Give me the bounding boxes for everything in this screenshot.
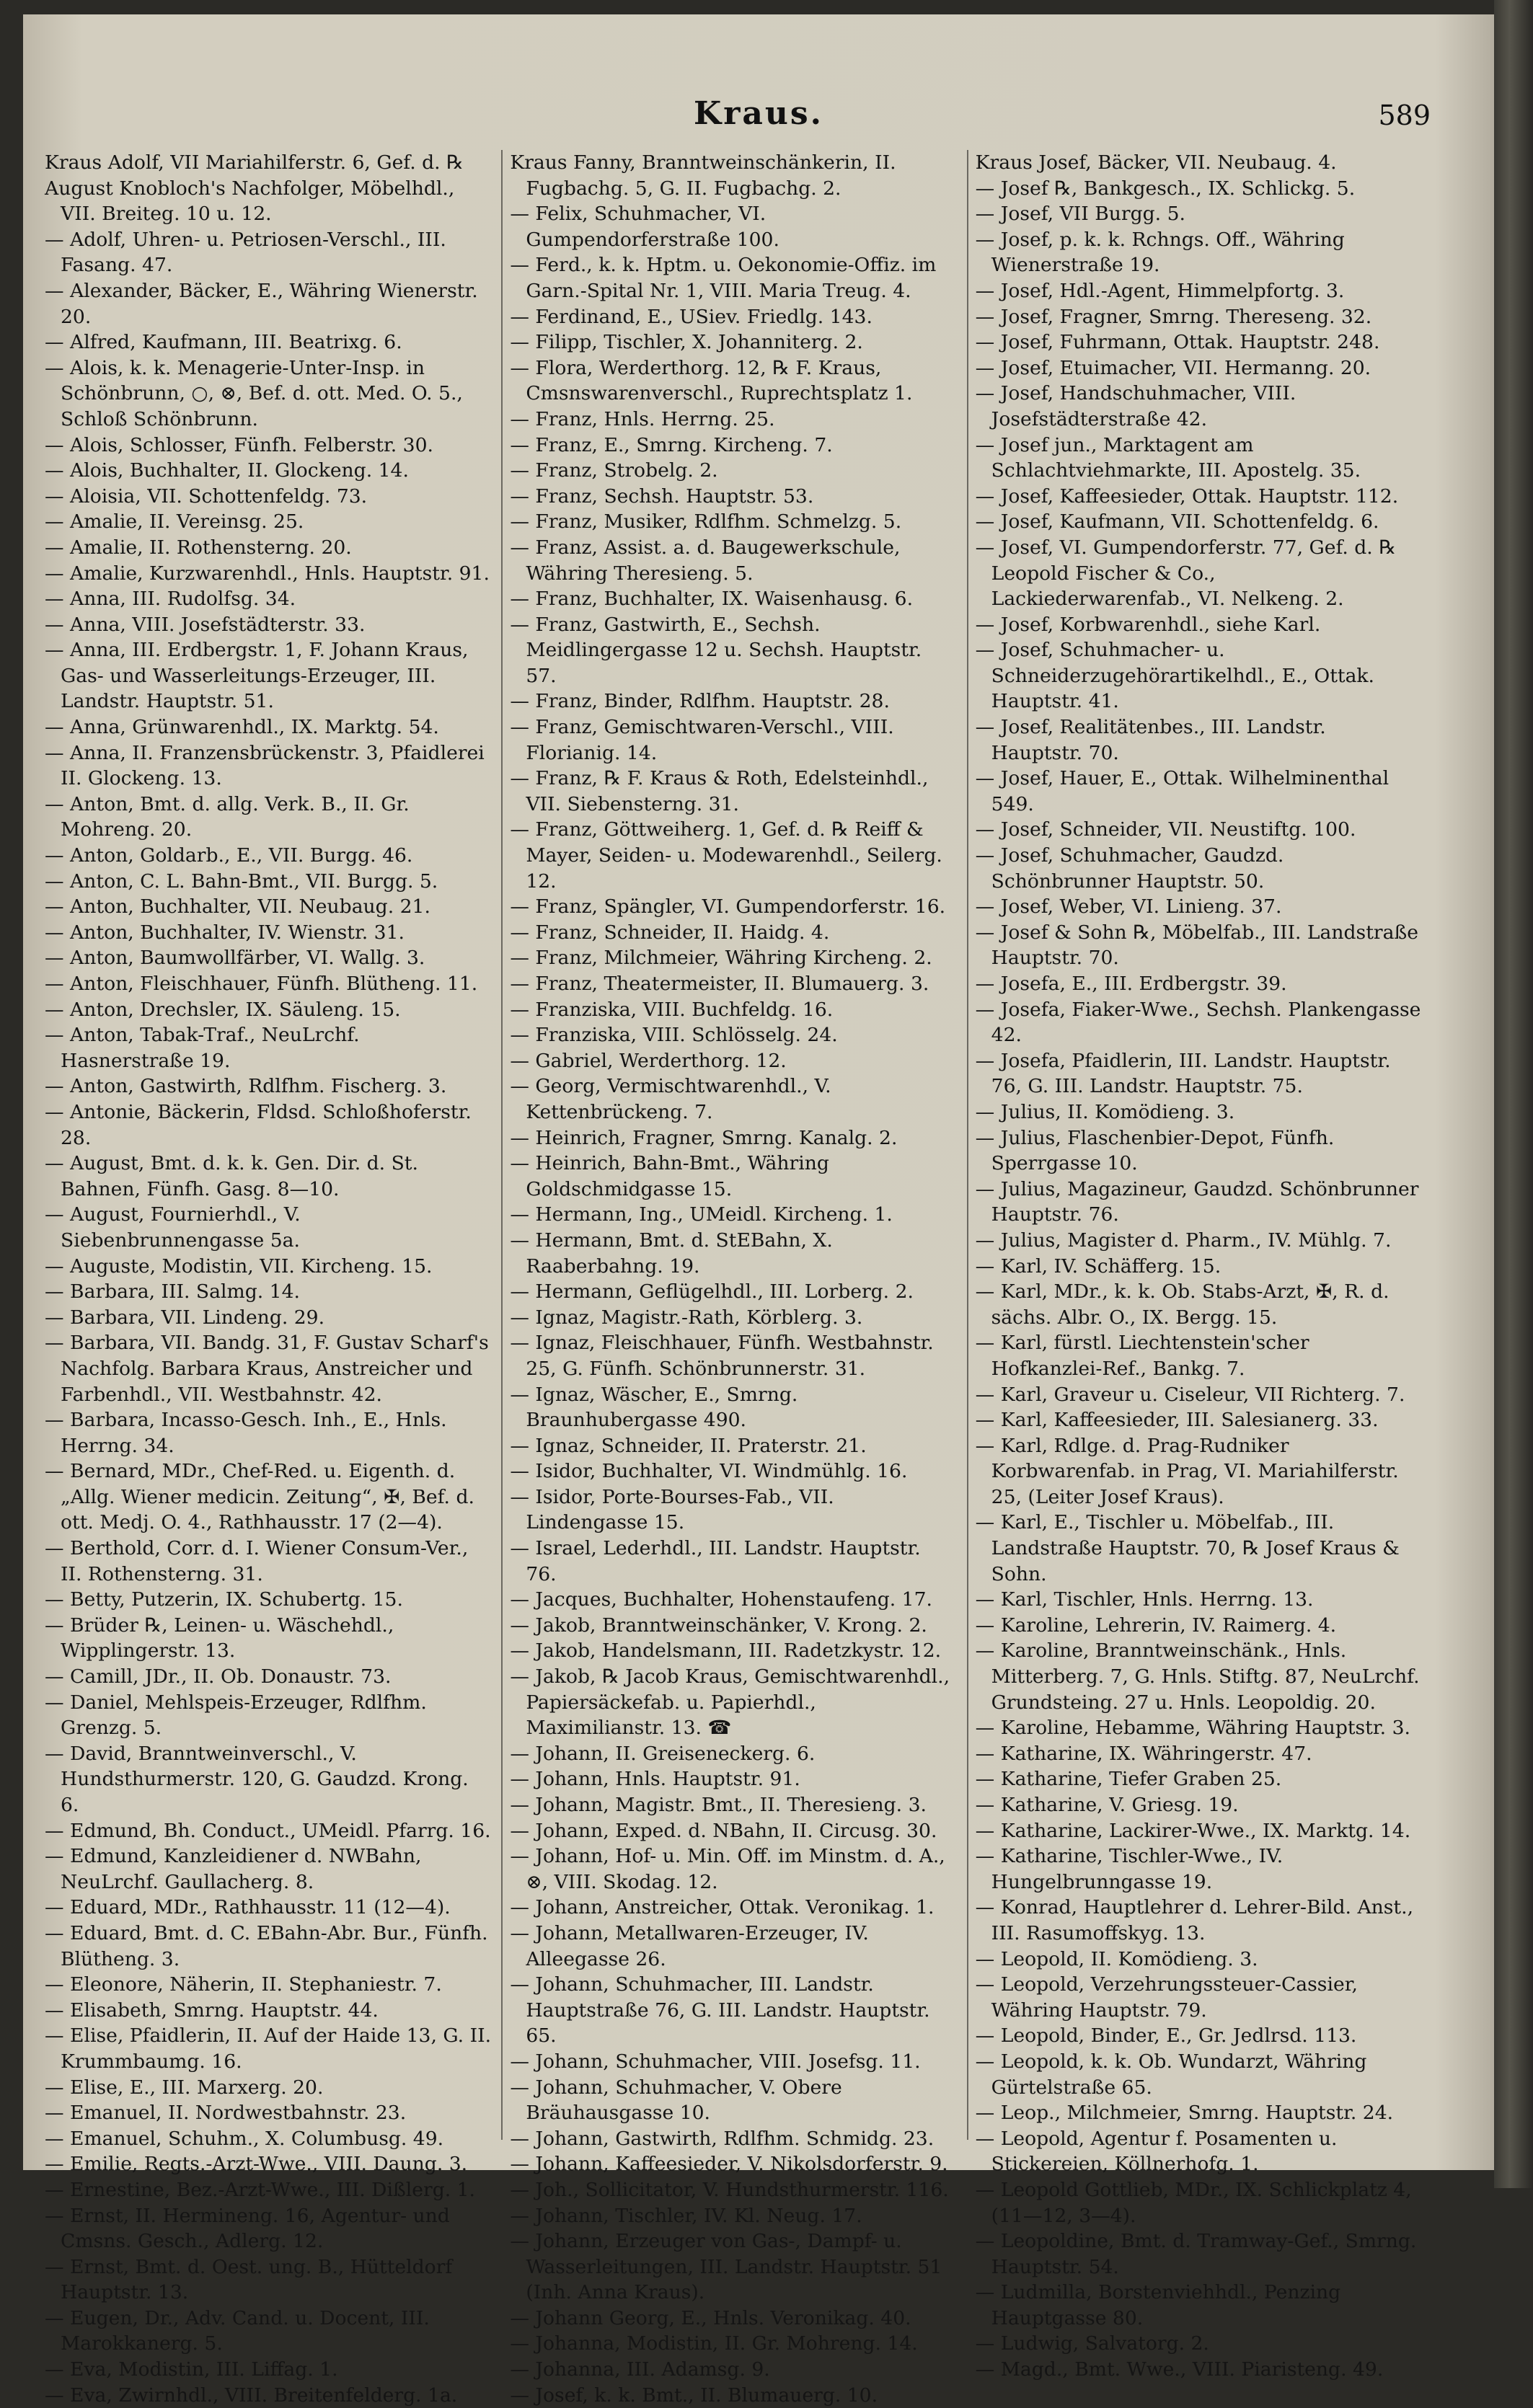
- directory-entry: — Ernst, Bmt. d. Oest. ung. B., Hütteldorf Hauptstr. 13.: [45, 2255, 453, 2304]
- directory-entry: — Karoline, Lehrerin, IV. Raimerg. 4.: [975, 1614, 1337, 1637]
- directory-entry: — Berthold, Corr. d. I. Wiener Consum-Ver., II. Rothensterng. 31.: [45, 1537, 469, 1585]
- directory-entry: Kraus Adolf, VII Mariahilferstr. 6, Gef. d. ℞: [45, 151, 464, 174]
- directory-entry: — Josef, Realitätenbes., III. Landstr. Hauptstr. 70.: [975, 716, 1326, 764]
- directory-entry: — Auguste, Modistin, VII. Kircheng. 15.: [45, 1254, 433, 1278]
- directory-entry: — Antonie, Bäckerin, Fldsd. Schloßhoferstr. 28.: [45, 1100, 472, 1149]
- directory-entry: — Johann, Schuhmacher, VIII. Josefsg. 11.: [510, 2050, 921, 2073]
- directory-entry: — Alexander, Bäcker, E., Währing Wienerstr. 20.: [45, 279, 478, 328]
- directory-entry: — Anna, VIII. Josefstädterstr. 33.: [45, 613, 366, 636]
- directory-entry: — Johanna, III. Adamsg. 9.: [510, 2358, 770, 2381]
- directory-entry: — Adolf, Uhren- u. Petriosen-Verschl., III. Fasang. 47.: [45, 228, 446, 277]
- directory-entry: — Josefa, E., III. Erdbergstr. 39.: [975, 973, 1287, 995]
- directory-entry: — Anton, Goldarb., E., VII. Burgg. 46.: [45, 844, 413, 867]
- directory-entry: — Leopold, Agentur f. Posamenten u. Stickereien, Köllnerhofg. 1.: [975, 2127, 1338, 2176]
- directory-entry: — Franz, Göttweiherg. 1, Gef. d. ℞ Reiff & Mayer, Seiden- u. Modewarenhdl., Seilerg. 12.: [510, 818, 942, 893]
- directory-entry: — Franz, Schneider, II. Haidg. 4.: [510, 921, 830, 944]
- directory-entry: — Karl, Kaffeesieder, III. Salesianerg. 33.: [975, 1409, 1379, 1432]
- directory-entry: — Amalie, II. Rothensterng. 20.: [45, 536, 352, 559]
- directory-entry: August Knobloch's Nachfolger, Möbelhdl., VII. Breiteg. 10 u. 12.: [45, 177, 455, 226]
- directory-entry: — Flora, Werderthorg. 12, ℞ F. Kraus, Cmsnswarenverschl., Ruprechtsplatz 1.: [510, 356, 913, 405]
- directory-entry: — August, Bmt. d. k. k. Gen. Dir. d. St. Bahnen, Fünfh. Gasg. 8—10.: [45, 1152, 418, 1200]
- directory-entry: — Anna, Grünwarenhdl., IX. Marktg. 54.: [45, 716, 439, 739]
- directory-entry: — Josef & Sohn ℞, Möbelfab., III. Landstraße Hauptstr. 70.: [975, 921, 1418, 970]
- directory-entry: — Leopold, Binder, E., Gr. Jedlrsd. 113.: [975, 2024, 1357, 2048]
- directory-entry: — Johann, Hof- u. Min. Off. im Minstm. d. A., ⊗, VIII. Skodag. 12.: [510, 1845, 945, 1893]
- directory-entry: — Karl, E., Tischler u. Möbelfab., III. Landstraße Hauptstr. 70, ℞ Josef Kraus & Sohn.: [975, 1511, 1400, 1585]
- directory-entry: — Franz, Assist. a. d. Baugewerkschule, Währing Theresieng. 5.: [510, 536, 901, 585]
- directory-entry: — Alois, Schlosser, Fünfh. Felberstr. 30.: [45, 433, 433, 456]
- directory-entry: — Alfred, Kaufmann, III. Beatrixg. 6.: [45, 331, 402, 354]
- directory-entry: — Anton, C. L. Bahn-Bmt., VII. Burgg. 5.: [45, 869, 438, 893]
- directory-entry: — Franziska, VIII. Buchfeldg. 16.: [510, 998, 834, 1021]
- directory-entry: — Heinrich, Fragner, Smrng. Kanalg. 2.: [510, 1126, 898, 1149]
- directory-entry: — Johann, Magistr. Bmt., II. Theresieng. 3.: [510, 1794, 927, 1816]
- directory-entry: — Hermann, Ing., UMeidl. Kircheng. 1.: [510, 1203, 893, 1226]
- directory-entry: — Ferd., k. k. Hptm. u. Oekonomie-Offiz. im Garn.-Spital Nr. 1, VIII. Maria Treug. 4.: [510, 254, 937, 302]
- directory-entry: — Elise, Pfaidlerin, II. Auf der Haide 13, G. II. Krummbaumg. 16.: [45, 2024, 492, 2073]
- directory-entry: — Ignaz, Schneider, II. Praterstr. 21.: [510, 1434, 867, 1457]
- directory-entry: — Ernst, II. Hermineng. 16, Agentur- und Cmsns. Gesch., Adlerg. 12.: [45, 2204, 450, 2253]
- directory-entry: — Josef, p. k. k. Rchngs. Off., Währing Wienerstraße 19.: [975, 228, 1345, 277]
- directory-entry: — Ignaz, Fleischhauer, Fünfh. Westbahnstr. 25, G. Fünfh. Schönbrunnerstr. 31.: [510, 1332, 934, 1380]
- directory-entry: — Karl, Rdlge. d. Prag-Rudniker Korbwarenfab. in Prag, VI. Mariahilferstr. 25, (Leiter Josef Kraus).: [975, 1434, 1399, 1508]
- directory-entry: — Jakob, Branntweinschänker, V. Krong. 2.: [510, 1614, 927, 1637]
- directory-entry: — Anton, Fleischhauer, Fünfh. Blütheng. 11.: [45, 973, 478, 995]
- directory-entry: — Eva, Zwirnhdl., VIII. Breitenfelderg. 1a.: [45, 2383, 458, 2407]
- directory-entry: — Josef, Schuhmacher- u. Schneiderzugehörartikelhdl., E., Ottak. Hauptstr. 41.: [975, 639, 1374, 713]
- directory-entry: — Heinrich, Bahn-Bmt., Währing Goldschmidgasse 15.: [510, 1152, 829, 1200]
- directory-entry: — Katharine, V. Griesg. 19.: [975, 1794, 1239, 1816]
- directory-entry: — Johann Georg, E., Hnls. Veronikag. 40.: [510, 2306, 911, 2329]
- directory-entry: — Johann, Exped. d. NBahn, II. Circusg. 30.: [510, 1819, 937, 1842]
- columns: [45, 150, 1422, 2407]
- directory-entry: — Magd., Bmt. Wwe., VIII. Piaristeng. 49.: [975, 2358, 1384, 2381]
- directory-entry: — Alois, k. k. Menagerie-Unter-Insp. in Schönbrunn, ○, ⊗, Bef. d. ott. Med. O. 5., Schloß Schönbrunn.: [45, 356, 463, 430]
- column-1: [45, 150, 492, 2407]
- directory-entry: — August, Fournierhdl., V. Siebenbrunnengasse 5a.: [45, 1203, 301, 1252]
- directory-entry: — Josef, VI. Gumpendorferstr. 77, Gef. d. ℞ Leopold Fischer & Co., Lackiederwarenfab., VI. Nelkeng. 2.: [975, 536, 1397, 611]
- directory-entry: — Franziska, VIII. Schlösselg. 24.: [510, 1024, 838, 1047]
- directory-entry: — Emilie, Regts.-Arzt-Wwe., VIII. Daung. 3.: [45, 2153, 468, 2176]
- directory-entry: — Jacques, Buchhalter, Hohenstaufeng. 17.: [510, 1588, 932, 1611]
- directory-entry: — Ernestine, Bez.-Arzt-Wwe., III. Dißlerg. 1.: [45, 2178, 475, 2201]
- directory-entry: — Hermann, Bmt. d. StEBahn, X. Raaberbahng. 19.: [510, 1229, 833, 1278]
- directory-entry: — Josef, Kaufmann, VII. Schottenfeldg. 6.: [975, 510, 1379, 534]
- directory-entry: — Josef jun., Marktagent am Schlachtviehmarkte, III. Apostelg. 35.: [975, 433, 1361, 482]
- directory-entry: — Barbara, VII. Bandg. 31, F. Gustav Scharf's Nachfolg. Barbara Kraus, Anstreicher und Farbenhdl., VII. Westbahnstr. 42.: [45, 1332, 489, 1406]
- directory-entry: — Alois, Buchhalter, II. Glockeng. 14.: [45, 459, 409, 482]
- directory-entry: — Bernard, MDr., Chef-Red. u. Eigenth. d. „Allg. Wiener medicin. Zeitung“, ✠, Bef. d. ott. Medj. O. 4., Rathhausstr. 17 (2—4).: [45, 1460, 474, 1534]
- directory-entry: — Katharine, Tiefer Graben 25.: [975, 1768, 1282, 1791]
- directory-entry: — Eleonore, Näherin, II. Stephaniestr. 7.: [45, 1973, 442, 1996]
- directory-entry: — Eugen, Dr., Adv. Cand. u. Docent, III. Marokkanerg. 5.: [45, 2306, 430, 2355]
- directory-entry: — Anton, Buchhalter, IV. Wienstr. 31.: [45, 921, 405, 944]
- directory-entry: — Georg, Vermischtwarenhdl., V. Kettenbrückeng. 7.: [510, 1075, 831, 1123]
- directory-entry: — Anna, III. Rudolfsg. 34.: [45, 588, 296, 611]
- directory-entry: — Joh., Sollicitator, V. Hundsthurmerstr. 116.: [510, 2178, 949, 2201]
- directory-entry: — Johann, Anstreicher, Ottak. Veronikag. 1.: [510, 1896, 935, 1919]
- directory-entry: — Eva, Modistin, III. Liffag. 1.: [45, 2358, 338, 2381]
- directory-entry: — Leopoldine, Bmt. d. Tramway-Gef., Smrng. Hauptstr. 54.: [975, 2230, 1417, 2278]
- directory-entry: — Josef, Hdl.-Agent, Himmelpfortg. 3.: [975, 279, 1345, 302]
- directory-entry: — Franz, Sechsh. Hauptstr. 53.: [510, 484, 814, 508]
- directory-entry: — Anton, Tabak-Traf., NeuLrchf. Hasnerstraße 19.: [45, 1024, 360, 1072]
- directory-entry: — Aloisia, VII. Schottenfeldg. 73.: [45, 484, 368, 508]
- directory-entry: — Israel, Lederhdl., III. Landstr. Hauptstr. 76.: [510, 1537, 921, 1585]
- column-2: [501, 150, 956, 2407]
- directory-entry: — Karl, fürstl. Liechtenstein'scher Hofkanzlei-Ref., Bankg. 7.: [975, 1332, 1309, 1380]
- directory-entry: — Franz, Gemischtwaren-Verschl., VIII. Florianig. 14.: [510, 716, 894, 764]
- directory-entry: — Johanna, Modistin, II. Gr. Mohreng. 14.: [510, 2332, 918, 2355]
- directory-entry: — Karoline, Hebamme, Währing Hauptstr. 3.: [975, 1717, 1410, 1740]
- directory-entry: — Katharine, Lackirer-Wwe., IX. Marktg. 14.: [975, 1819, 1411, 1842]
- directory-entry: — Ignaz, Magistr.-Rath, Körblerg. 3.: [510, 1306, 863, 1329]
- directory-entry: — Julius, Magazineur, Gaudzd. Schönbrunner Hauptstr. 76.: [975, 1177, 1419, 1226]
- directory-entry: — Karl, IV. Schäfferg. 15.: [975, 1254, 1221, 1278]
- directory-entry: — Anton, Bmt. d. allg. Verk. B., II. Gr. Mohreng. 20.: [45, 792, 410, 841]
- directory-entry: — Eduard, Bmt. d. C. EBahn-Abr. Bur., Fünfh. Blütheng. 3.: [45, 1921, 488, 1970]
- directory-entry: — Elise, E., III. Marxerg. 20.: [45, 2076, 324, 2099]
- directory-entry: — Anna, III. Erdbergstr. 1, F. Johann Kraus, Gas- und Wasserleitungs-Erzeuger, III. Landstr. Hauptstr. 51.: [45, 639, 469, 713]
- directory-entry: — Filipp, Tischler, X. Johanniterg. 2.: [510, 331, 863, 354]
- page-title: Kraus.: [693, 95, 823, 132]
- book-binding: [1494, 0, 1533, 2188]
- directory-entry: — Johann, Tischler, IV. Kl. Neug. 17.: [510, 2204, 862, 2227]
- directory-entry: — Brüder ℞, Leinen- u. Wäschehdl., Wipplingerstr. 13.: [45, 1614, 394, 1663]
- directory-entry: — Johann, Hnls. Hauptstr. 91.: [510, 1768, 800, 1791]
- directory-entry: — Josef, Weber, VI. Linieng. 37.: [975, 895, 1282, 919]
- directory-entry: — Edmund, Kanzleidiener d. NWBahn, NeuLrchf. Gaullacherg. 8.: [45, 1845, 422, 1893]
- directory-entry: Kraus Josef, Bäcker, VII. Neubaug. 4.: [975, 151, 1337, 174]
- directory-entry: — Josefa, Pfaidlerin, III. Landstr. Hauptstr. 76, G. III. Landstr. Hauptstr. 75.: [975, 1049, 1391, 1098]
- directory-entry: — Franz, Spängler, VI. Gumpendorferstr. 16.: [510, 895, 946, 919]
- directory-entry: — Felix, Schuhmacher, VI. Gumpendorferstraße 100.: [510, 203, 779, 251]
- directory-entry: — Julius, Magister d. Pharm., IV. Mühlg. 7.: [975, 1229, 1392, 1252]
- directory-entry: — Johann, Kaffeesieder, V. Nikolsdorferstr. 9.: [510, 2153, 948, 2176]
- directory-entry: — Anton, Drechsler, IX. Säuleng. 15.: [45, 998, 401, 1021]
- directory-entry: — Betty, Putzerin, IX. Schubertg. 15.: [45, 1588, 403, 1611]
- directory-entry: — Hermann, Geflügelhdl., III. Lorberg. 2.: [510, 1280, 914, 1303]
- directory-entry: — Edmund, Bh. Conduct., UMeidl. Pfarrg. 16.: [45, 1819, 491, 1842]
- directory-entry: — Barbara, Incasso-Gesch. Inh., E., Hnls. Herrng. 34.: [45, 1409, 447, 1457]
- directory-entry: — Barbara, III. Salmg. 14.: [45, 1280, 300, 1303]
- directory-entry: — Franz, Binder, Rdlfhm. Hauptstr. 28.: [510, 690, 890, 713]
- directory-entry: — Leopold, Verzehrungssteuer-Cassier, Währing Hauptstr. 79.: [975, 1973, 1358, 2022]
- directory-entry: — Josef ℞, Bankgesch., IX. Schlickg. 5.: [975, 177, 1356, 200]
- directory-entry: — Isidor, Porte-Bourses-Fab., VII. Lindengasse 15.: [510, 1485, 834, 1534]
- directory-entry: — Emanuel, II. Nordwestbahnstr. 23.: [45, 2102, 407, 2125]
- directory-entry: — Josef, Schuhmacher, Gaudzd. Schönbrunner Hauptstr. 50.: [975, 844, 1284, 893]
- directory-entry: — Daniel, Mehlspeis-Erzeuger, Rdlfhm. Grenzg. 5.: [45, 1691, 427, 1740]
- page-header: [23, 85, 1494, 136]
- directory-entry: — Johann, Metallwaren-Erzeuger, IV. Alleegasse 26.: [510, 1921, 869, 1970]
- directory-entry: — Franz, Theatermeister, II. Blumauerg. 3.: [510, 973, 929, 995]
- directory-entry: — Josefa, Fiaker-Wwe., Sechsh. Plankengasse 42.: [975, 998, 1421, 1047]
- directory-entry: — Josef, Schneider, VII. Neustiftg. 100.: [975, 818, 1356, 841]
- directory-entry: — Ludwig, Salvatorg. 2.: [975, 2332, 1209, 2355]
- directory-entry: — Anton, Buchhalter, VII. Neubaug. 21.: [45, 895, 430, 919]
- directory-entry: — Ludmilla, Borstenviehhdl., Penzing Hauptgasse 80.: [975, 2281, 1341, 2329]
- directory-entry: — Josef, Handschuhmacher, VIII. Josefstädterstraße 42.: [975, 382, 1296, 430]
- directory-entry: — Johann, II. Greiseneckerg. 6.: [510, 1742, 816, 1765]
- directory-entry: — Isidor, Buchhalter, VI. Windmühlg. 16.: [510, 1460, 908, 1483]
- directory-entry: — Johann, Erzeuger von Gas-, Dampf- u. Wasserleitungen, III. Landstr. Hauptstr. 51 (Inh. Anna Kraus).: [510, 2230, 942, 2304]
- directory-entry: — Franz, Hnls. Herrng. 25.: [510, 407, 775, 430]
- directory-entry: — Franz, Strobelg. 2.: [510, 459, 718, 482]
- directory-entry: — Konrad, Hauptlehrer d. Lehrer-Bild. Anst., III. Rasumoffskyg. 13.: [975, 1896, 1414, 1944]
- directory-entry: — Jakob, ℞ Jacob Kraus, Gemischtwarenhdl., Papiersäckefab. u. Papierhdl., Maximilianstr. 13. ☎: [510, 1665, 950, 1740]
- directory-entry: — Emanuel, Schuhm., X. Columbusg. 49.: [45, 2127, 444, 2150]
- directory-entry: — Franz, Buchhalter, IX. Waisenhausg. 6.: [510, 588, 914, 611]
- directory-entry: — Josef, Fragner, Smrng. Thereseng. 32.: [975, 305, 1372, 328]
- directory-entry: — Franz, Milchmeier, Währing Kircheng. 2.: [510, 947, 932, 970]
- column-3: [967, 150, 1422, 2381]
- directory-entry: — Leopold, k. k. Ob. Wundarzt, Währing Gürtelstraße 65.: [975, 2050, 1367, 2099]
- directory-entry: — Julius, II. Komödieng. 3.: [975, 1100, 1235, 1123]
- directory-entry: — Leopold Gottlieb, MDr., IX. Schlickplatz 4, (11—12, 3—4).: [975, 2178, 1412, 2227]
- directory-entry: — Karoline, Branntweinschänk., Hnls. Mitterberg. 7, G. Hnls. Stiftg. 87, NeuLrchf. Grundsteing. 27 u. Hnls. Leopoldig. 20.: [975, 1639, 1420, 1714]
- directory-entry: — Julius, Flaschenbier-Depot, Fünfh. Sperrgasse 10.: [975, 1126, 1335, 1175]
- directory-entry: — Josef, Hauer, E., Ottak. Wilhelminenthal 549.: [975, 767, 1390, 815]
- directory-entry: — Jakob, Handelsmann, III. Radetzkystr. 12.: [510, 1639, 942, 1663]
- directory-entry: — Katharine, Tischler-Wwe., IV. Hungelbrunngasse 19.: [975, 1845, 1284, 1893]
- directory-entry: — Johann, Gastwirth, Rdlfhm. Schmidg. 23.: [510, 2127, 935, 2150]
- directory-entry: — Josef, Kaffeesieder, Ottak. Hauptstr. 112.: [975, 484, 1399, 508]
- directory-entry: — Ferdinand, E., USiev. Friedlg. 143.: [510, 305, 872, 328]
- directory-entry: — Anna, II. Franzensbrückenstr. 3, Pfaidlerei II. Glockeng. 13.: [45, 741, 485, 790]
- directory-entry: — Elisabeth, Smrng. Hauptstr. 44.: [45, 1998, 379, 2022]
- directory-entry: Kraus Fanny, Branntweinschänkerin, II. Fugbachg. 5, G. II. Fugbachg. 2.: [510, 151, 896, 200]
- directory-page: [23, 14, 1494, 2407]
- directory-entry: — Karl, Graveur u. Ciseleur, VII Richterg. 7.: [975, 1383, 1405, 1406]
- directory-entry: — Anton, Gastwirth, Rdlfhm. Fischerg. 3.: [45, 1075, 447, 1098]
- directory-entry: — Franz, ℞ F. Kraus & Roth, Edelsteinhdl., VII. Siebensterng. 31.: [510, 767, 929, 815]
- directory-entry: — Johann, Schuhmacher, V. Obere Bräuhausgasse 10.: [510, 2076, 842, 2125]
- directory-entry: — Gabriel, Werderthorg. 12.: [510, 1049, 787, 1072]
- directory-entry: — Leopold, II. Komödieng. 3.: [975, 1947, 1258, 1970]
- directory-entry: — Josef, k. k. Bmt., II. Blumauerg. 10.: [510, 2383, 878, 2407]
- directory-entry: — Franz, E., Smrng. Kircheng. 7.: [510, 433, 833, 456]
- directory-entry: — Josef, VII Burgg. 5.: [975, 203, 1185, 226]
- page-number: 589: [1378, 99, 1431, 131]
- directory-entry: — Franz, Musiker, Rdlfhm. Schmelzg. 5.: [510, 510, 902, 534]
- directory-entry: — Josef, Etuimacher, VII. Hermanng. 20.: [975, 356, 1371, 379]
- directory-entry: — Josef, Korbwarenhdl., siehe Karl.: [975, 613, 1321, 636]
- directory-entry: — Eduard, MDr., Rathhausstr. 11 (12—4).: [45, 1896, 451, 1919]
- directory-entry: — Barbara, VII. Lindeng. 29.: [45, 1306, 325, 1329]
- directory-entry: — Johann, Schuhmacher, III. Landstr. Hauptstraße 76, G. III. Landstr. Hauptstr. 65.: [510, 1973, 930, 2048]
- directory-entry: — Camill, JDr., II. Ob. Donaustr. 73.: [45, 1665, 392, 1688]
- directory-entry: — David, Branntweinverschl., V. Hundsthurmerstr. 120, G. Gaudzd. Krong. 6.: [45, 1742, 469, 1816]
- directory-entry: — Amalie, II. Vereinsg. 25.: [45, 510, 304, 534]
- directory-entry: — Amalie, Kurzwarenhdl., Hnls. Hauptstr. 91.: [45, 562, 490, 585]
- directory-entry: — Karl, MDr., k. k. Ob. Stabs-Arzt, ✠, R. d. sächs. Albr. O., IX. Bergg. 15.: [975, 1280, 1390, 1329]
- directory-entry: — Ignaz, Wäscher, E., Smrng. Braunhubergasse 490.: [510, 1383, 798, 1432]
- directory-entry: — Katharine, IX. Währingerstr. 47.: [975, 1742, 1312, 1765]
- directory-entry: — Franz, Gastwirth, E., Sechsh. Meidlingergasse 12 u. Sechsh. Hauptstr. 57.: [510, 613, 922, 687]
- directory-entry: — Leop., Milchmeier, Smrng. Hauptstr. 24.: [975, 2102, 1394, 2125]
- directory-entry: — Karl, Tischler, Hnls. Herrng. 13.: [975, 1588, 1314, 1611]
- directory-entry: — Anton, Baumwollfärber, VI. Wallg. 3.: [45, 947, 425, 970]
- directory-entry: — Josef, Fuhrmann, Ottak. Hauptstr. 248.: [975, 331, 1380, 354]
